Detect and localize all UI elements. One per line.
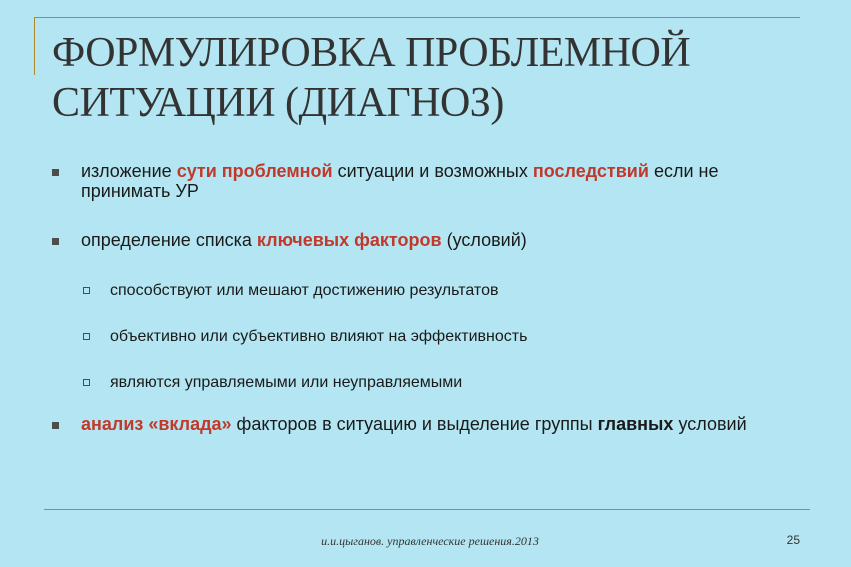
frame-bottom-line [44,509,810,510]
list-item [81,414,811,434]
list-item [81,230,811,250]
bullet-icon [52,238,59,245]
footer-caption: и.и.цыганов. управленческие решения.2013 [321,534,539,548]
frame-left-line [34,17,35,75]
sub-bullet-icon [83,333,90,340]
page-number: 25 [786,533,800,547]
item-highlight: ключевых факторов [256,230,442,250]
item-text: определение списка [81,230,257,250]
item-highlight: сути проблемной [176,161,333,181]
item-highlight: последствий [532,161,649,181]
sub-bullet-icon [83,379,90,386]
item-text: изложение [81,161,177,181]
bullet-icon [52,422,59,429]
item-text: ситуации и возможных [332,161,533,181]
item-text: условий [673,414,747,434]
sub-list-item: способствуют или мешают достижению результатов [110,282,499,299]
item-text: если не принимать УР [81,161,719,201]
frame-top-line [34,17,800,18]
sub-list-item: являются управляемыми или неуправляемыми [110,374,463,391]
sub-list-item: объективно или субъективно влияют на эффективность [110,328,528,345]
sub-bullet-icon [83,287,90,294]
list-item [81,161,811,201]
item-text: факторов в ситуацию и выделение группы [231,414,598,434]
title-line-1: ФОРМУЛИРОВКА ПРОБЛЕМНОЙ [52,30,691,76]
slide-title [52,28,792,128]
bullet-icon [52,169,59,176]
item-text: (условий) [441,230,527,250]
item-bold: главных [597,414,674,434]
title-line-2: СИТУАЦИИ (ДИАГНОЗ) [52,80,504,126]
item-highlight: анализ «вклада» [81,414,232,434]
